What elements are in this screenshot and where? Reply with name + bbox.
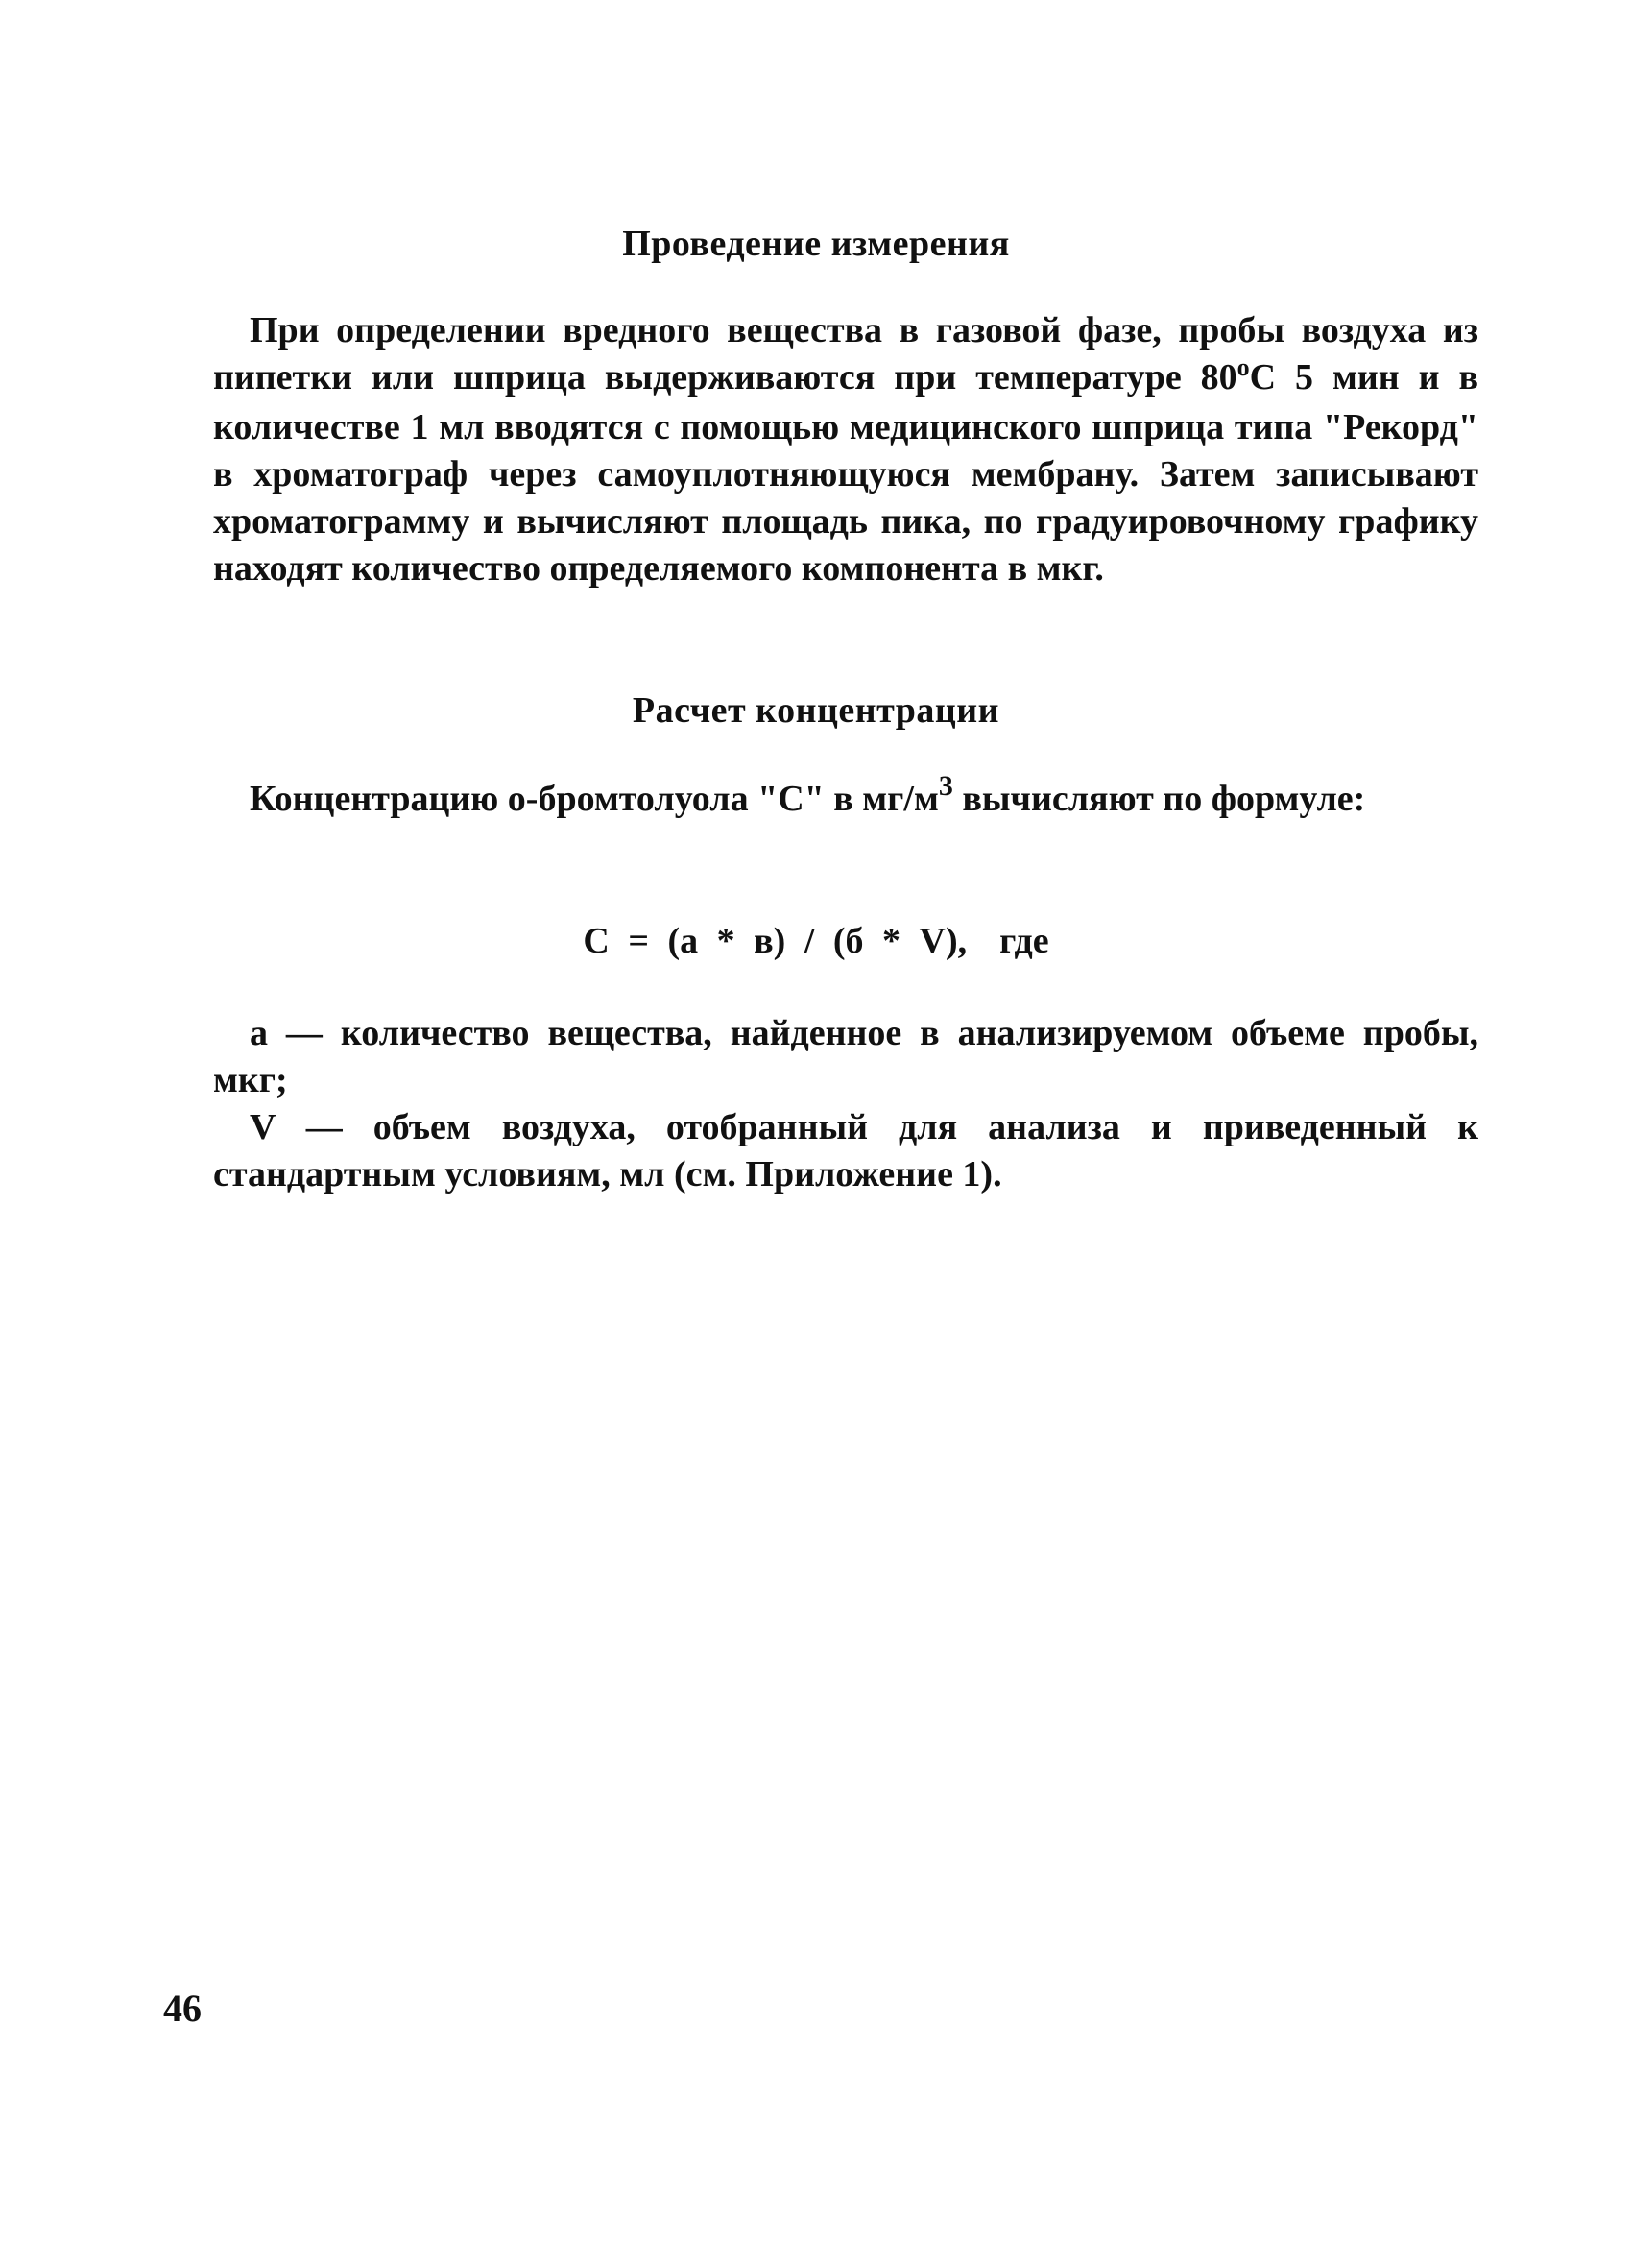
measurement-paragraph [213, 307, 1478, 592]
concentration-formula [0, 920, 1632, 962]
formula-where-label: где [999, 921, 1049, 961]
cube-superscript: 3 [938, 770, 953, 802]
degree-superscript: о [1236, 353, 1250, 381]
definition-a [213, 1010, 1478, 1104]
definition-text: — количество вещества, найденное в анализируемом объеме пробы, мкг; [213, 1013, 1478, 1100]
section-title-concentration: Расчет концентрации [632, 690, 1000, 731]
definition-symbol: V [250, 1107, 276, 1147]
concentration-paragraph [213, 770, 1478, 825]
page-number: 46 [163, 1987, 202, 2030]
definition-v [213, 1104, 1478, 1198]
measurement-text-start: При определении вредного вещества в газовой фазе, пробы воздуха из пипетки или шприца выдерживаются при температуре 80 [213, 310, 1478, 398]
measurement-text-rest: С 5 мин и в количестве 1 мл вводятся с помощью медицинского шприца типа "Рекорд" в хроматограф через самоуплотняющуюся мембрану. Затем записывают хроматограмму и вычисляют площадь пика, по градуировочному графику находят количество определяемого компонента в мкг. [213, 357, 1478, 589]
concentration-text-start: Концентрацию о-бромтолуола "С" в мг/м [250, 779, 939, 819]
section-title-measurement: Проведение измерения [622, 224, 1010, 264]
concentration-text-end: вычисляют по формуле: [952, 779, 1366, 819]
definition-symbol: а [250, 1013, 268, 1053]
definition-text: — объем воздуха, отобранный для анализа и приведенный к стандартным условиям, мл (см. Приложение 1). [213, 1107, 1478, 1194]
formula-expression: С = (а * в) / (б * V), [583, 921, 968, 961]
